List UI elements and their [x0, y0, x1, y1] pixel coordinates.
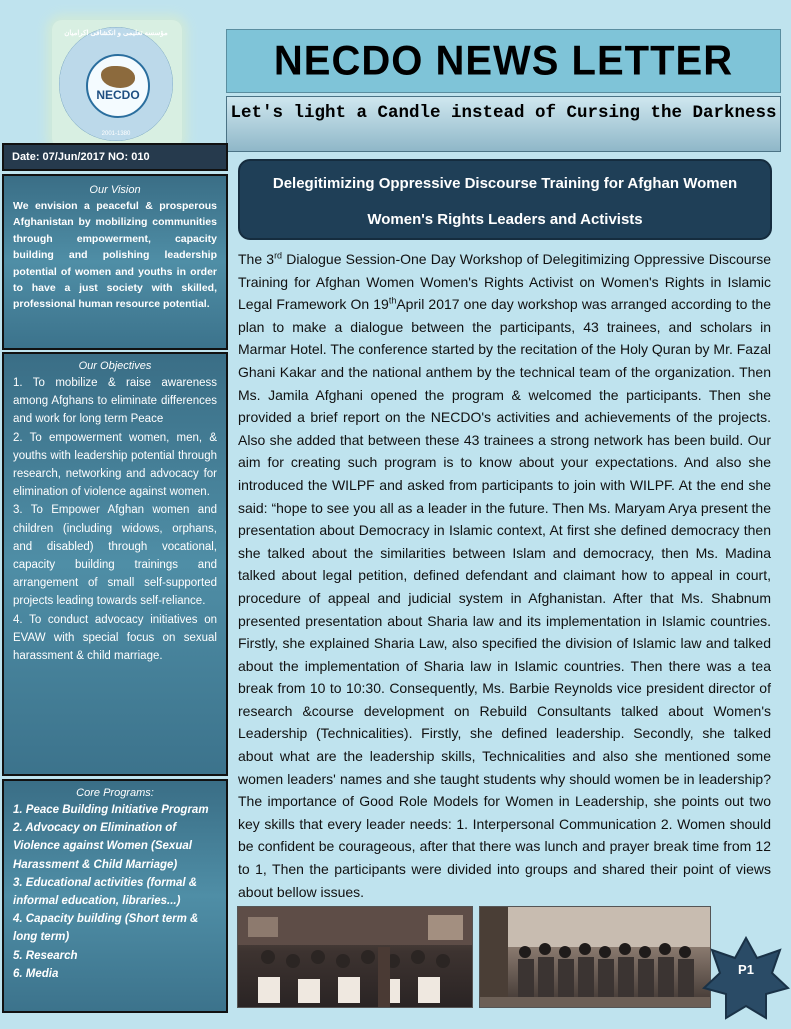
star-icon	[702, 936, 790, 1024]
page-number-badge	[702, 936, 790, 1024]
logo-seal	[59, 27, 173, 141]
objectives-list	[13, 374, 217, 665]
logo-center	[86, 54, 150, 118]
objective-item: 1. To mobilize & raise awareness among Afghans to eliminate differences and work for long term Peace	[13, 377, 217, 426]
ordinal-suffix: rd	[274, 250, 283, 261]
afghanistan-map-icon	[101, 66, 135, 88]
logo-arc-text: مؤسسه تعلیمی و انکشافی اکرامیان	[64, 30, 168, 37]
article-text: The 3	[238, 251, 275, 267]
workshop-photo-1	[237, 906, 473, 1008]
objectives-title: Our Objectives	[78, 360, 152, 372]
article-heading	[238, 159, 772, 240]
vision-text: We envision a peaceful & prosperous Afghanistan by mobilizing communities through empowerment, capacity building and polishing leadership potential of women and youths in order to have a just society with skilled, professional human resource potential.	[13, 200, 217, 311]
masthead	[226, 29, 781, 93]
necdo-logo	[52, 20, 182, 148]
programs-list	[13, 801, 217, 983]
issue-date: Date: 07/Jun/2017 NO: 010	[2, 143, 228, 171]
ordinal-suffix: th	[388, 295, 397, 306]
program-item: 6. Media	[13, 967, 59, 980]
logo-year: 2001-1380	[101, 131, 131, 137]
objectives-box	[2, 352, 228, 776]
program-item: 1. Peace Building Initiative Program	[13, 804, 209, 816]
vision-title: Our Vision	[89, 184, 141, 196]
objective-item: 4. To conduct advocacy initiatives on EVAW with special focus on sexual harassment & child marriage.	[13, 613, 217, 663]
article-body	[238, 248, 771, 903]
program-item: 2. Advocacy on Elimination of Violence against Women (Sexual Harassment & Child Marriage)	[13, 822, 192, 871]
slogan: Let's light a Candle instead of Cursing the Darkness	[226, 96, 781, 152]
objective-item: 3. To Empower Afghan women and children (including widows, orphans, and disabled) through vocational, capacity building trainings and arrangement of small self-supported projects leading towards self-reliance.	[13, 504, 217, 608]
workshop-photo-2	[479, 906, 711, 1008]
newsletter-title: NECDO NEWS LETTER	[273, 37, 734, 84]
article-text: April 2017 one day workshop was arranged according to the plan to make a dialogue between the participants, 43 trainees, and scholars in Marmar Hotel. The conference started by the recitation of the Holy Quran by Mr. Fazal Ghani Kakar and the national anthem by the technical team of the organization. Then Ms. Jamila Afghani opened the program & welcomed the participants. Then she provided a brief report on the NECDO's activities and achievements of the projects. Also she added that between these 43 trainees a strong network has been build. Our aim for creating such program is to know about your expectations. And also she introduced the WILPF and asked from participants to join with WILPF. At the end she said: “hope to see you all as a leader in the future. Then Ms. Maryam Arya present the presentation about Democracy in Islamic context, At first she defined democracy then she talked about the similarities between Islam and democracy, then Ms. Madina talked about legal petition, defined defendant and claimant how to appeal in court, procedure of appeal and judicial system in Afghanistan. After that Ms. Shabnum presented presentation about Sharia law and its implementation in Islamic countries. Firstly, she explained Sharia Law, also specified the division of Islamic law and talked about the implementation of Sharia law in Islamic countries. Then there was a tea break from 10 to 10:30. Consequently, Ms. Barbie Reynolds vice president director of research &course development on Rebuild Consultants talked about Women's Leadership (Technicalities). Firstly, she defined leadership. Secondly, she talked about what are the leadership skills, Technicalities and also she mentioned some women leaders' names and she taught students why should women be in leadership? The importance of Good Role Models for Women in Leadership, she points out two key skills that every leader needs: 1. Interpersonal Communication 2. Women should be confident be courageous, after that there was lunch and prayer break time from 12 to 1, Then the participants were divided into groups and shared their point of views about bellow issues.	[238, 296, 771, 900]
programs-title: Core Programs:	[76, 787, 154, 799]
program-item: 3. Educational activities (formal & informal education, libraries...)	[13, 876, 198, 908]
program-item: 4. Capacity building (Short term & long term)	[13, 913, 199, 944]
article-heading-line1: Delegitimizing Oppressive Discourse Training for Afghan Women	[272, 175, 738, 192]
page-number: P1	[738, 962, 754, 977]
objective-item: 2. To empowerment women, men, & youths with leadership potential through research, networking and advocacy for elimination of violence against women.	[13, 431, 217, 499]
program-item: 5. Research	[13, 949, 78, 962]
article-heading-line2: Women's Rights Leaders and Activists	[367, 211, 643, 228]
vision-box	[2, 174, 228, 350]
article-text: Dialogue Session-One Day Workshop of Delegitimizing Oppressive Discourse Training for Afghan Women Women's Rights Activist on Women's Rights in Islamic Legal Framework On 19	[238, 251, 771, 313]
logo-name: NECDO	[96, 88, 140, 102]
programs-box	[2, 779, 228, 1013]
